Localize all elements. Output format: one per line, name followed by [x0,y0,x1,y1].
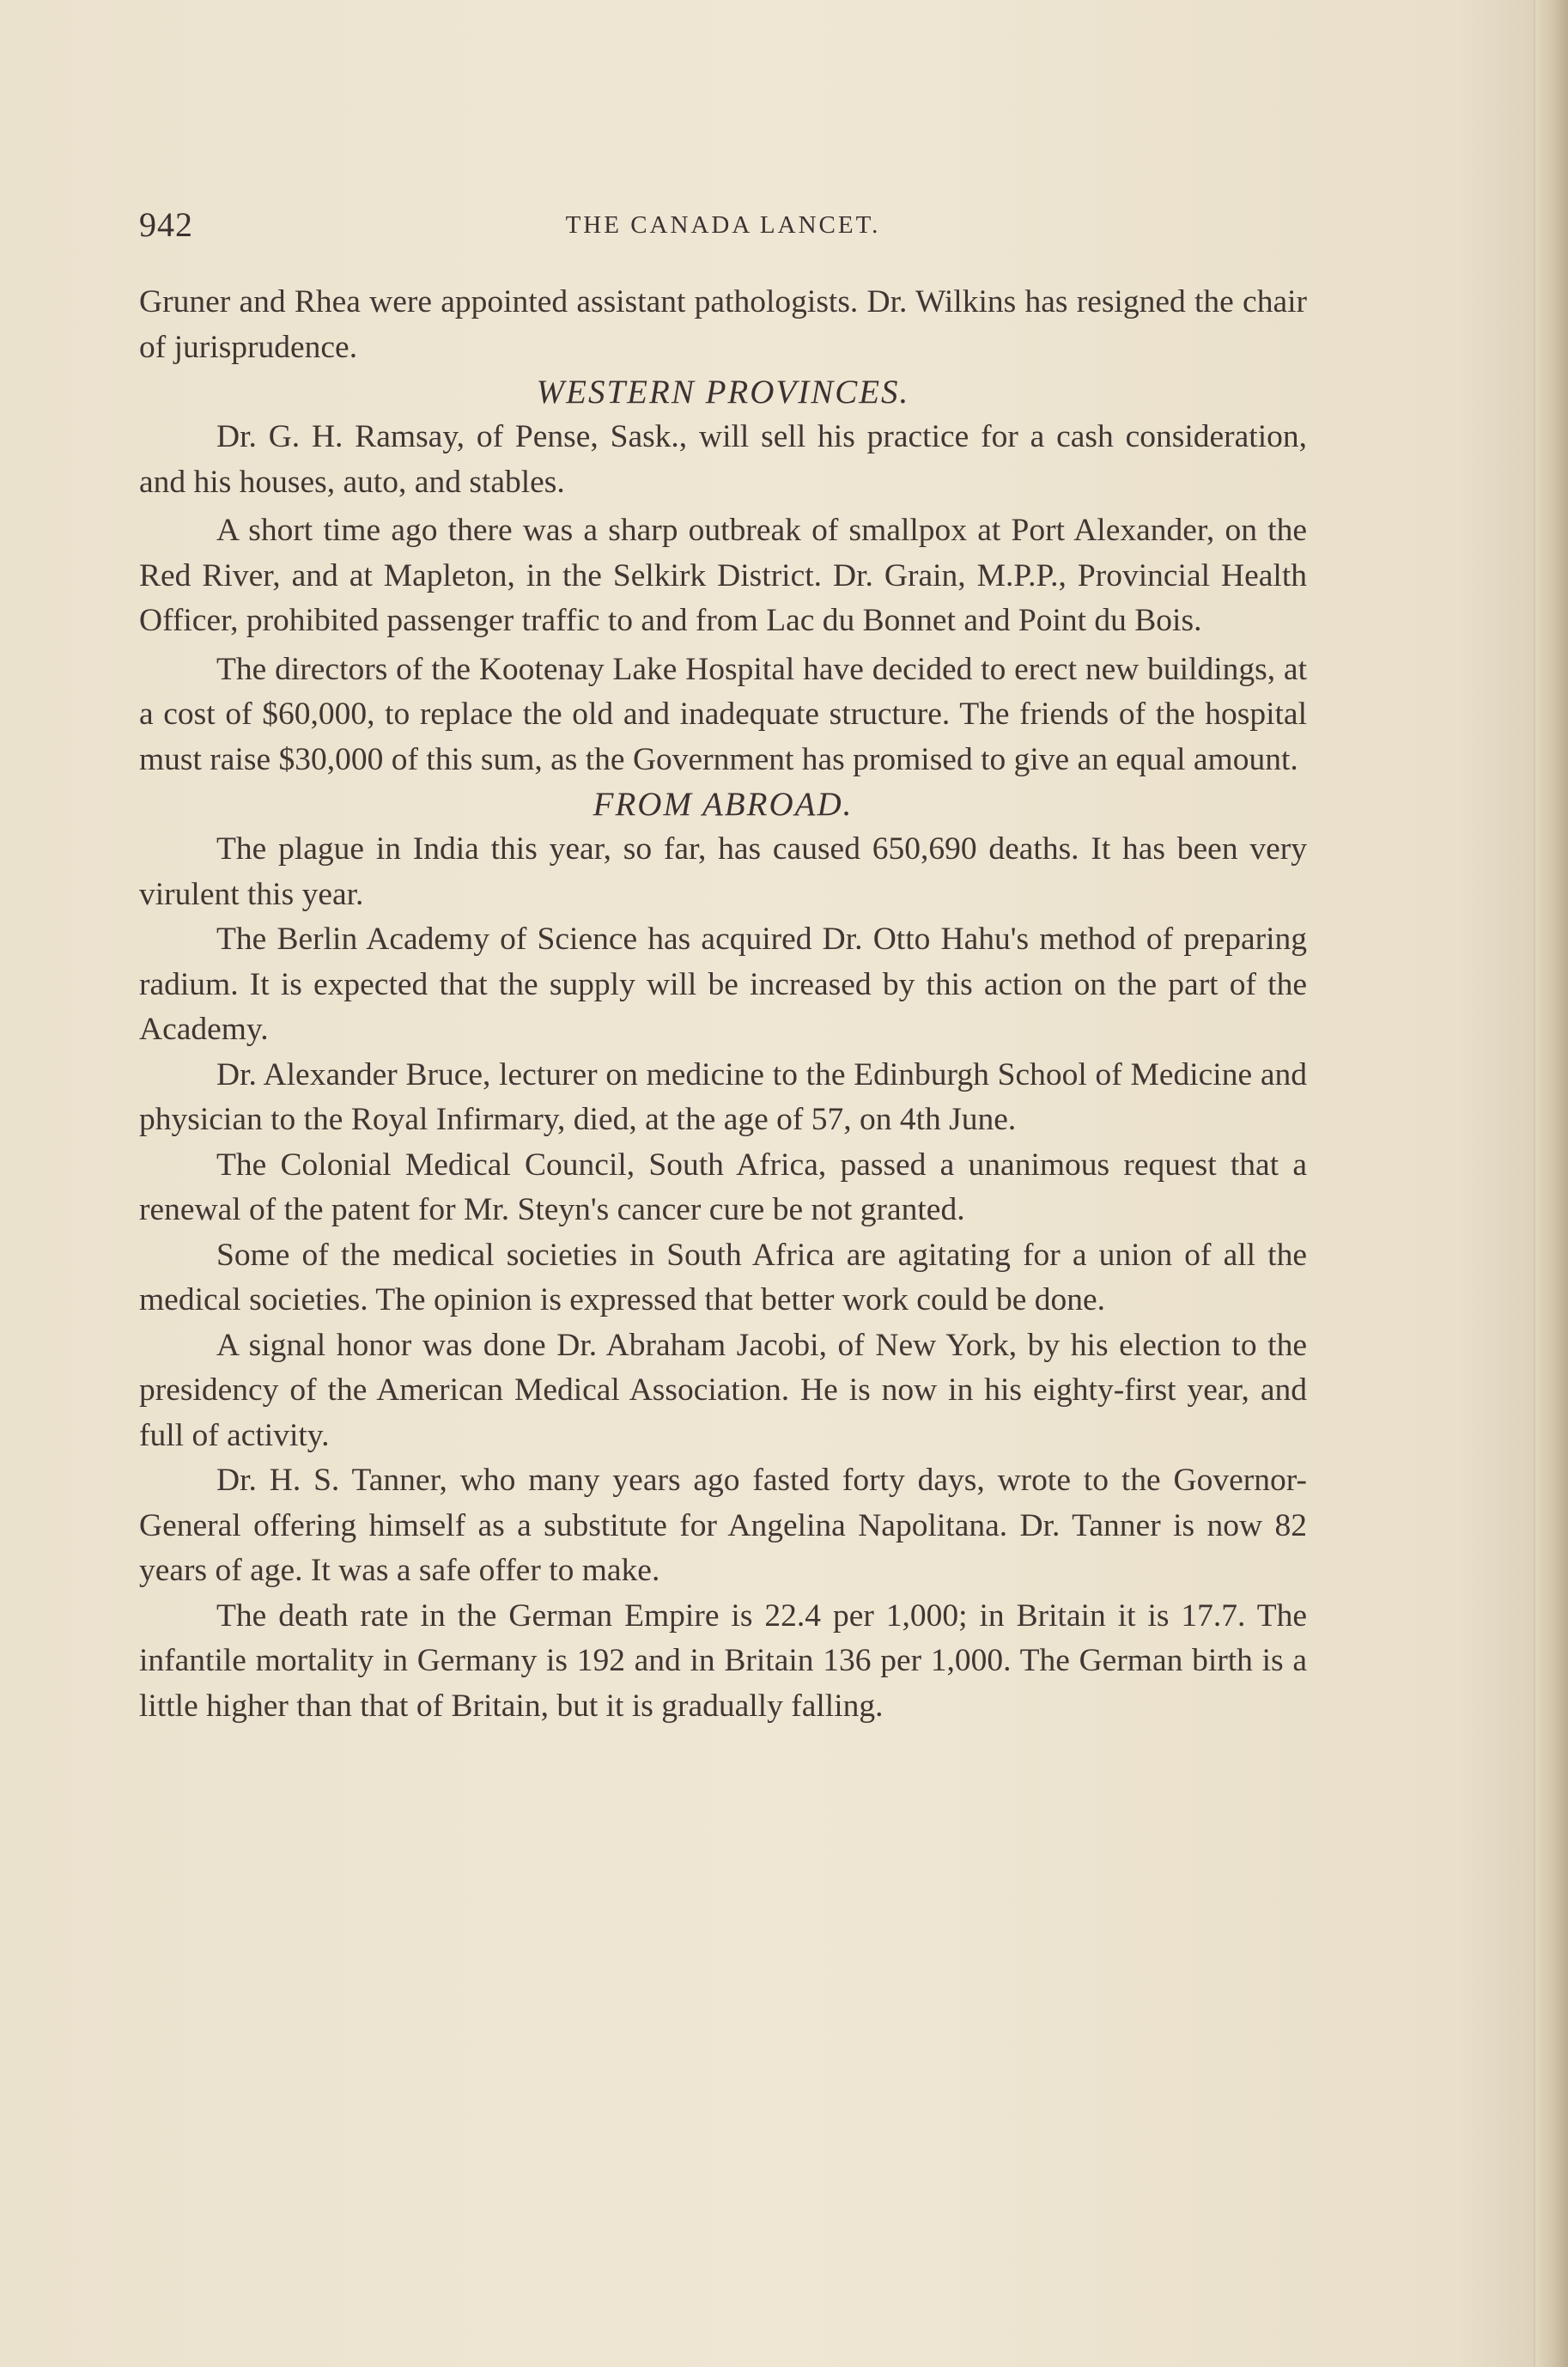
paragraph-abroad-2: The Berlin Academy of Science has acquired Dr. Otto Hahu's method of preparing radium. It is expected that the supply will be increased by this action on the part of the Academy. [139,922,1307,1047]
paragraph-abroad-8: The death rate in the German Empire is 22.4 per 1,000; in Britain it is 17.7. The infantile mortality in Germany is 192 and in Britain 136 per 1,000. The German birth is a little higher than that of Britain, but it is gradually falling. [139,1597,1307,1724]
paragraph-intro: Gruner and Rhea were appointed assistant pathologists. Dr. Wilkins has resigned the chair of jurisprudence. [139,284,1307,365]
page-number: 942 [139,205,193,244]
paragraph-western-1: Dr. G. H. Ramsay, of Pense, Sask., will sell his practice for a cash consideration, and his houses, auto, and stables. [139,419,1307,500]
paragraph-abroad-1: The plague in India this year, so far, has caused 650,690 deaths. It has been very virulent this year. [139,831,1307,912]
paragraph-abroad-4: The Colonial Medical Council, South Africa, passed a unanimous request that a renewal of the patent for Mr. Steyn's cancer cure be not granted. [139,1147,1307,1227]
paragraph-western-2: A short time ago there was a sharp outbreak of smallpox at Port Alexander, on the Red River, and at Mapleton, in the Selkirk District. Dr. Grain, M.P.P., Provincial Health Officer, prohibited passenger traffic to and from Lac du Bonnet and Point du Bois. [139,513,1307,638]
paragraph-abroad-5: Some of the medical societies in South Africa are agitating for a union of all the medical societies. The opinion is expressed that better work could be done. [139,1237,1307,1317]
running-head: THE CANADA LANCET. [565,211,881,239]
section-title-western-provinces: WESTERN PROVINCES. [536,374,910,411]
binding-edge [1534,0,1568,2367]
paragraph-abroad-7: Dr. H. S. Tanner, who many years ago fasted forty days, wrote to the Governor-General offering himself as a substitute for Angelina Napolitana. Dr. Tanner is now 82 years of age. It was a safe offer to make. [139,1463,1307,1588]
page-header [139,199,1307,251]
paragraph-abroad-3: Dr. Alexander Bruce, lecturer on medicine to the Edinburgh School of Medicine and physician to the Royal Infirmary, died, at the age of 57, on 4th June. [139,1056,1307,1137]
paragraph-abroad-6: A signal honor was done Dr. Abraham Jacobi, of New York, by his election to the presidency of the American Medical Association. He is now in his eighty-first year, and full of activity. [139,1327,1307,1453]
section-title-from-abroad: FROM ABROAD. [593,786,854,823]
paragraph-western-3: The directors of the Kootenay Lake Hospital have decided to erect new buildings, at a cost of $60,000, to replace the old and inadequate structure. The friends of the hospital must raise $30,000 of this sum, as the Government has promised to give an equal amount. [139,651,1307,777]
page-content [139,280,1307,1729]
